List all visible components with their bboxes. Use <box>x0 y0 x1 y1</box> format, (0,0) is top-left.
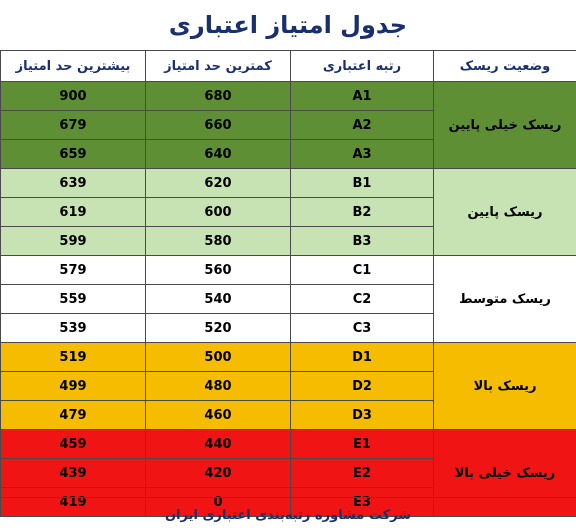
header-min-score: کمترین حد امتیاز <box>146 51 291 82</box>
max-score-cell: 559 <box>1 285 146 314</box>
min-score-cell: 520 <box>146 314 291 343</box>
table-row <box>1 82 576 111</box>
max-score-cell: 539 <box>1 314 146 343</box>
min-score-cell: 640 <box>146 140 291 169</box>
rank-cell: B3 <box>291 227 434 256</box>
min-score-cell: 500 <box>146 343 291 372</box>
rank-cell: A2 <box>291 111 434 140</box>
max-score-cell: 479 <box>1 401 146 430</box>
header-risk-status: وضعیت ریسک <box>434 51 576 82</box>
min-score-cell: 460 <box>146 401 291 430</box>
max-score-cell: 639 <box>1 169 146 198</box>
rank-cell: E2 <box>291 459 434 488</box>
risk-status-cell: ریسک پایین <box>434 169 576 256</box>
max-score-cell: 459 <box>1 430 146 459</box>
rank-cell: B2 <box>291 198 434 227</box>
rank-cell: D2 <box>291 372 434 401</box>
min-score-cell: 480 <box>146 372 291 401</box>
max-score-cell: 519 <box>1 343 146 372</box>
min-score-cell: 680 <box>146 82 291 111</box>
rank-cell: C3 <box>291 314 434 343</box>
rank-cell: B1 <box>291 169 434 198</box>
min-score-cell: 540 <box>146 285 291 314</box>
rank-cell: E3 <box>291 488 434 517</box>
rank-cell: C2 <box>291 285 434 314</box>
max-score-cell: 619 <box>1 198 146 227</box>
rank-cell: A3 <box>291 140 434 169</box>
table-row <box>1 169 576 198</box>
min-score-cell: 440 <box>146 430 291 459</box>
min-score-cell: 420 <box>146 459 291 488</box>
max-score-cell: 900 <box>1 82 146 111</box>
min-score-cell: 660 <box>146 111 291 140</box>
rank-cell: E1 <box>291 430 434 459</box>
header-rank: رتبه اعتباری <box>291 51 434 82</box>
credit-score-table <box>0 50 576 517</box>
footer-company: شرکت مشاوره رتبه‌بندی اعتباری ایران <box>0 497 576 532</box>
page-title: جدول امتیاز اعتباری <box>0 0 576 50</box>
min-score-cell: 0 <box>146 488 291 517</box>
table-row <box>1 256 576 285</box>
max-score-cell: 599 <box>1 227 146 256</box>
table-row <box>1 430 576 459</box>
table-body <box>1 82 576 517</box>
max-score-cell: 679 <box>1 111 146 140</box>
min-score-cell: 580 <box>146 227 291 256</box>
risk-status-cell: ریسک متوسط <box>434 256 576 343</box>
risk-status-cell: ریسک خیلی بالا <box>434 430 576 517</box>
rank-cell: D1 <box>291 343 434 372</box>
risk-status-cell: ریسک بالا <box>434 343 576 430</box>
max-score-cell: 579 <box>1 256 146 285</box>
rank-cell: C1 <box>291 256 434 285</box>
rank-cell: D3 <box>291 401 434 430</box>
table-header-row <box>1 51 576 82</box>
risk-status-cell: ریسک خیلی پایین <box>434 82 576 169</box>
rank-cell: A1 <box>291 82 434 111</box>
max-score-cell: 659 <box>1 140 146 169</box>
min-score-cell: 600 <box>146 198 291 227</box>
max-score-cell: 419 <box>1 488 146 517</box>
table-row <box>1 343 576 372</box>
min-score-cell: 560 <box>146 256 291 285</box>
header-max-score: بیشترین حد امتیاز <box>1 51 146 82</box>
max-score-cell: 499 <box>1 372 146 401</box>
max-score-cell: 439 <box>1 459 146 488</box>
min-score-cell: 620 <box>146 169 291 198</box>
